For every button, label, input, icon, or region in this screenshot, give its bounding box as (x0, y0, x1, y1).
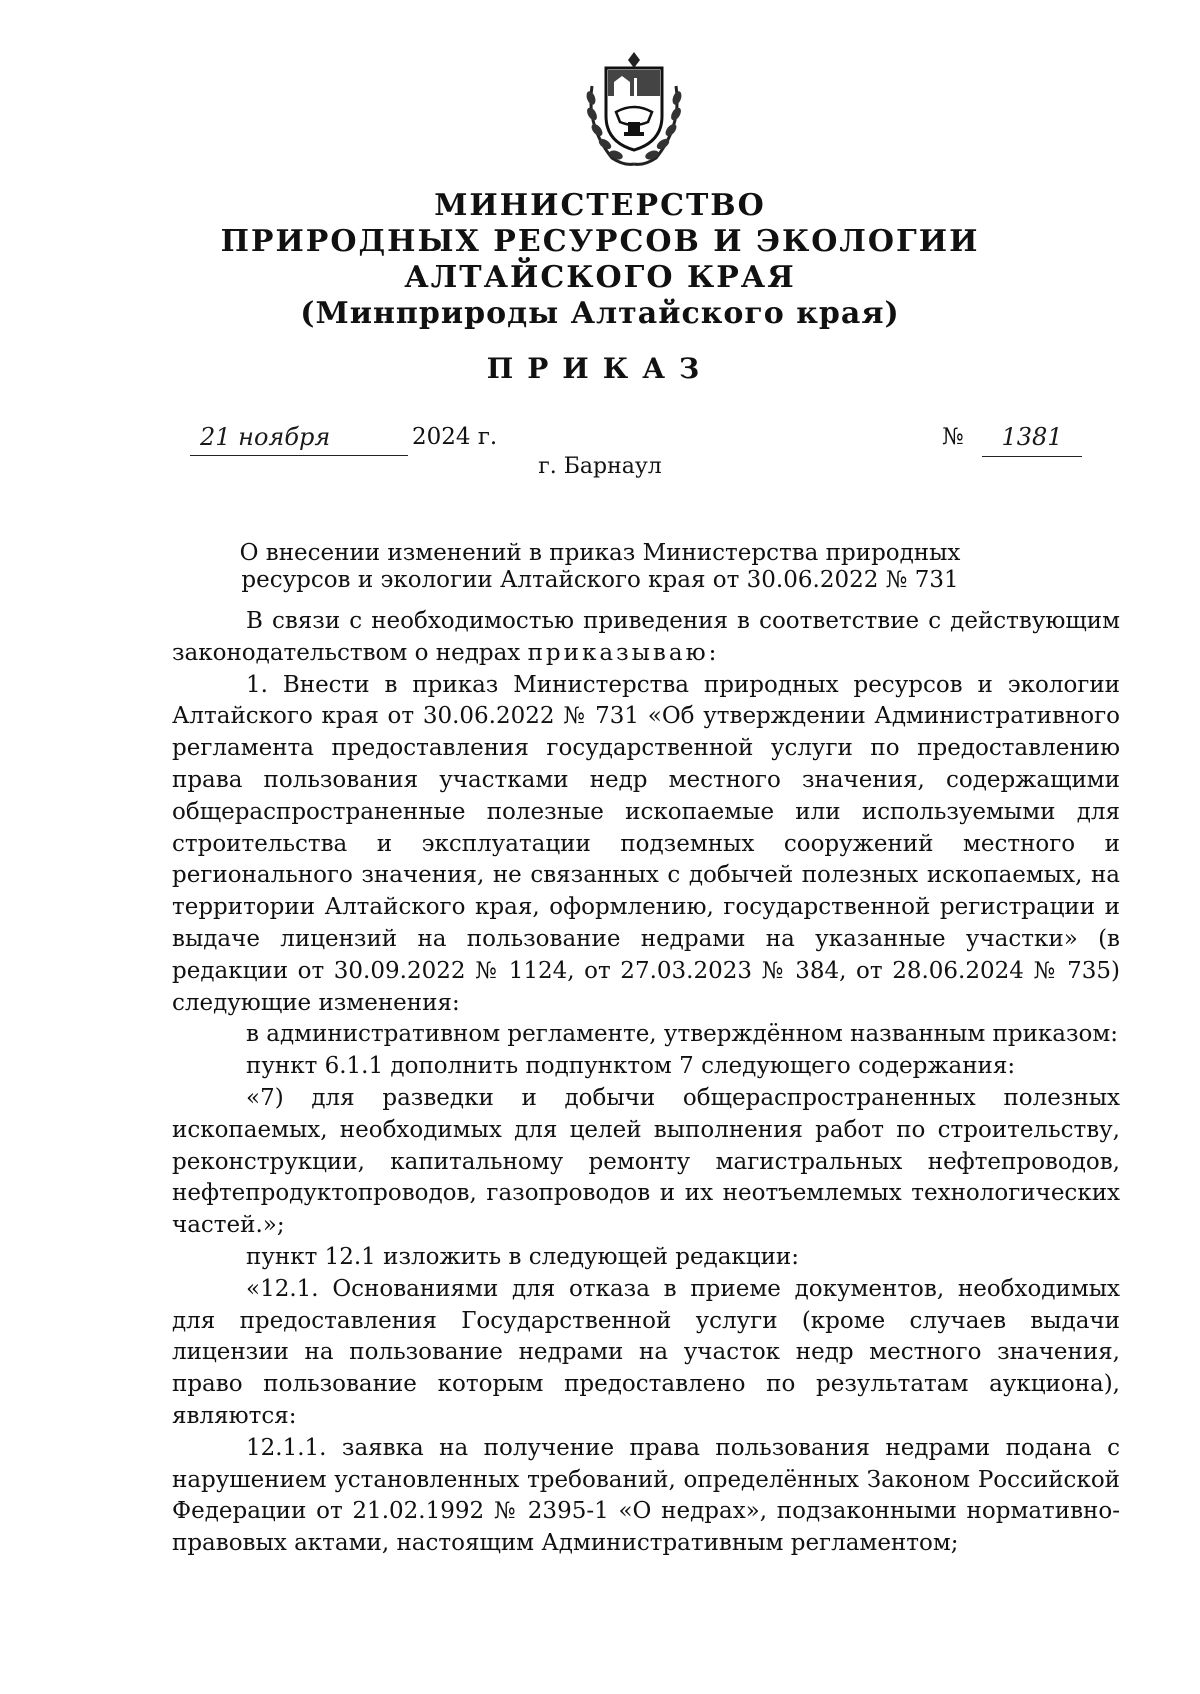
header-line-2: ПРИРОДНЫХ РЕСУРСОВ И ЭКОЛОГИИ (220, 224, 980, 259)
paragraph-subpoint-7: «7) для разведки и добычи общераспространенных полезных ископаемых, необходимых для целей выполнения работ по строительству, реконструкции, капитальному ремонту магистральных нефтепроводов, нефтепродуктопроводов, газопроводов и их неотъемлемых технологических частей.»; (172, 1084, 1120, 1239)
header-line-3: АЛТАЙСКОГО КРАЯ (404, 260, 796, 295)
subject-line-1: О внесении изменений в приказ Министерства природных (239, 540, 961, 566)
header-line-4: (Минприроды Алтайского края) (300, 296, 900, 331)
paragraph-12-1-1: 12.1.1. заявка на получение права пользования недрами подана с нарушением установленных требований, определённых Законом Российской Федерации от 21.02.1992 № 2395-1 «О недрах», подзаконными нормативно-правовых актами, настоящим Административным регламентом; (172, 1434, 1120, 1557)
document-type-title: ПРИКАЗ (486, 352, 714, 385)
number-label: № (942, 424, 964, 450)
document-subject (0, 540, 1200, 594)
preamble-text: В связи с необходимостью приведения в соответствие с действующим законодательством о недрах (172, 608, 1120, 666)
subject-line-2: ресурсов и экологии Алтайского края от 30.06.2022 № 731 (241, 567, 959, 593)
paragraph-preamble (172, 606, 1120, 670)
coat-of-arms-icon (582, 46, 686, 170)
document-body (172, 606, 1120, 1560)
paragraph-12-1-text: «12.1. Основаниями для отказа в приеме документов, необходимых для предоставления Государственной услуги (кроме случаев выдачи лицензии на пользование недрами на участок недр местного значения, право пользование которым предоставлено по результатам аукциона), являются: (172, 1275, 1120, 1429)
paragraph-item-1: 1. Внести в приказ Министерства природных ресурсов и экологии Алтайского края от 30.06.2022 № 731 «Об утверждении Административного регламента предоставления государственной услуги по предоставлению права пользования участками недр местного значения, содержащими общераспространенные полезные ископаемые или используемыми для строительства и эксплуатации подземных сооружений местного и регионального значения, не связанных с добычей полезных ископаемых, на территории Алтайского края, оформлению, государственной регистрации и выдаче лицензий на пользование недрами на указанные участки» (в редакции от 30.09.2022 № 1124, от 27.03.2023 № 384, от 28.06.2024 № 735) следующие изменения: (172, 671, 1120, 1016)
city-label: г. Барнаул (538, 454, 662, 479)
handwritten-number: 1381 (982, 420, 1082, 457)
handwritten-date: 21 ноября (190, 420, 408, 456)
preamble-colon: : (708, 639, 717, 666)
coat-of-arms-emblem (582, 46, 686, 170)
ministry-header (0, 188, 1200, 332)
year-text: 2024 г. (412, 424, 498, 450)
header-line-1: МИНИСТЕРСТВО (434, 188, 766, 223)
paragraph-regulation: в административном регламенте, утверждённом названным приказом: (246, 1021, 1119, 1048)
paragraph-point-6-1-1: пункт 6.1.1 дополнить подпунктом 7 следующего содержания: (246, 1053, 1016, 1080)
preamble-order-word: приказываю (527, 639, 709, 666)
paragraph-point-12-1: пункт 12.1 изложить в следующей редакции: (246, 1243, 799, 1270)
